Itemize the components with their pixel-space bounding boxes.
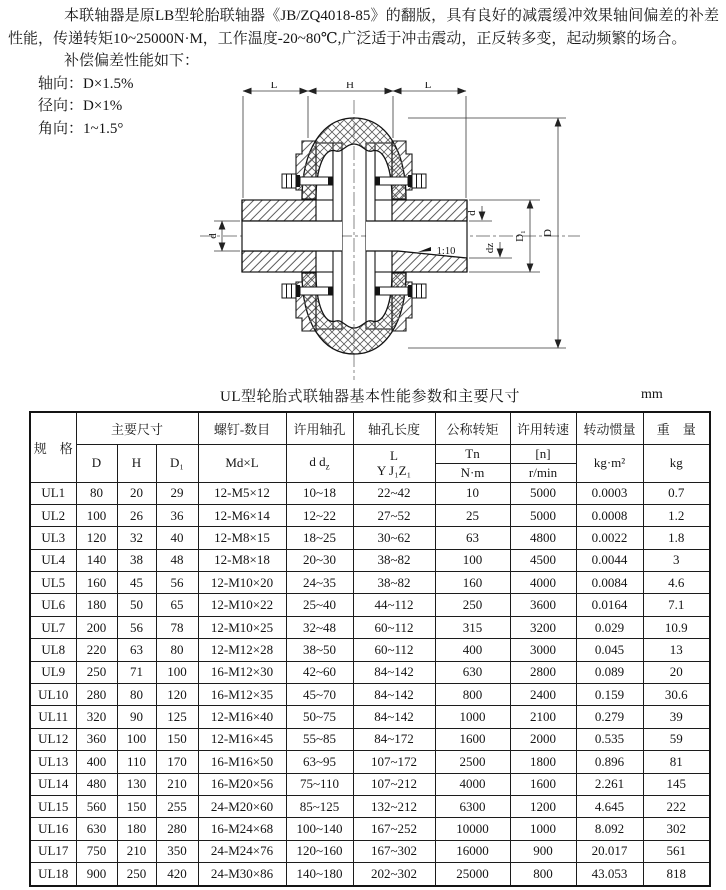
table-cell: 107~212 [353,773,435,795]
table-cell: 84~142 [353,684,435,706]
table-cell: 250 [76,661,117,683]
table-cell: 280 [76,684,117,706]
table-row [30,594,710,616]
table-cell: 18~25 [286,527,353,549]
dim-l-left: L [270,82,278,91]
table-cell: 1600 [435,728,510,750]
table-cell: UL15 [30,795,76,817]
table-cell: UL4 [30,549,76,571]
table-cell: 25 [435,504,510,526]
table-cell: 12-M16×40 [198,706,286,728]
table-cell: 480 [76,773,117,795]
table-cell: 1.8 [643,527,710,549]
table-cell: 320 [76,706,117,728]
table-cell: 4800 [510,527,576,549]
radial-spec: 径向：D×1% [38,98,123,115]
table-cell: 150 [156,728,198,750]
table-cell: 145 [643,773,710,795]
table-cell: 167~252 [353,818,435,840]
table-cell: 16-M20×56 [198,773,286,795]
dim-d-right: d [466,210,478,216]
table-cell: 32 [117,527,156,549]
table-cell: 84~142 [353,706,435,728]
table-cell: 1200 [510,795,576,817]
table-cell: 130 [117,773,156,795]
header-d: D [76,444,117,482]
table-cell: 160 [76,572,117,594]
table-cell: 560 [76,795,117,817]
table-cell: UL9 [30,661,76,683]
table-cell: 32~48 [286,616,353,638]
compensation-heading: 补偿偏差性能如下： [64,53,200,70]
table-cell: 202~302 [353,863,435,886]
table-cell: 10 [435,482,510,504]
table-cell: UL1 [30,482,76,504]
table-cell: 12-M6×14 [198,504,286,526]
table-row [30,840,710,862]
table-cell: 80 [156,639,198,661]
table-cell: 12-M8×18 [198,549,286,571]
table-cell: 78 [156,616,198,638]
table-cell: UL12 [30,728,76,750]
table-cell: 63 [435,527,510,549]
table-cell: UL13 [30,751,76,773]
table-cell: 0.0164 [576,594,643,616]
table-cell: 40 [156,527,198,549]
table-cell: 12~22 [286,504,353,526]
table-cell: 13 [643,639,710,661]
table-cell: 56 [156,572,198,594]
table-row [30,504,710,526]
table-cell: 100 [117,728,156,750]
table-row [30,751,710,773]
table-row [30,818,710,840]
table-row [30,616,710,638]
table-cell: 302 [643,818,710,840]
table-cell: 29 [156,482,198,504]
table-row [30,639,710,661]
table-cell: UL18 [30,863,76,886]
table-cell: 180 [117,818,156,840]
table-cell: 12-M10×25 [198,616,286,638]
table-row [30,728,710,750]
table-cell: 120 [76,527,117,549]
table-cell: 7.1 [643,594,710,616]
angular-spec: 角向：1~1.5° [38,120,124,137]
table-cell: 63~95 [286,751,353,773]
table-cell: 0.089 [576,661,643,683]
table-cell: 132~212 [353,795,435,817]
table-cell: UL10 [30,684,76,706]
parameter-table [29,411,711,887]
header-torque: 公称转矩 [435,412,510,444]
table-cell: 222 [643,795,710,817]
table-cell: UL8 [30,639,76,661]
table-row [30,773,710,795]
table-row [30,684,710,706]
dim-h: H [346,82,354,91]
table-cell: 26 [117,504,156,526]
table-cell: 10.9 [643,616,710,638]
table-cell: 20.017 [576,840,643,862]
table-row [30,527,710,549]
axial-spec: 轴向：D×1.5% [38,75,134,92]
table-cell: 56 [117,616,156,638]
table-cell: 1000 [435,706,510,728]
table-cell: 120~160 [286,840,353,862]
table-cell: 630 [76,818,117,840]
table-cell: 50 [117,594,156,616]
table-cell: 36 [156,504,198,526]
header-h: H [117,444,156,482]
table-cell: 22~42 [353,482,435,504]
table-cell: 39 [643,706,710,728]
table-cell: 100 [156,661,198,683]
table-cell: 107~172 [353,751,435,773]
table-cell: UL11 [30,706,76,728]
table-cell: 0.045 [576,639,643,661]
table-cell: 50~75 [286,706,353,728]
table-cell: 250 [117,863,156,886]
table-cell: 350 [156,840,198,862]
header-torque-sym: Tn [435,444,510,463]
table-cell: 63 [117,639,156,661]
table-cell: 42~60 [286,661,353,683]
header-bore: 许用轴孔 [286,412,353,444]
header-speed: 许用转速 [510,412,576,444]
table-cell: 4000 [510,572,576,594]
table-cell: 315 [435,616,510,638]
table-cell: 400 [76,751,117,773]
dim-dz: dz [484,242,496,254]
table-cell: 80 [117,684,156,706]
header-spec: 规 格 [30,412,76,482]
taper-label: 1:10 [436,246,456,257]
table-cell: 0.535 [576,728,643,750]
table-cell: 100 [435,549,510,571]
table-cell: 65 [156,594,198,616]
table-cell: 1800 [510,751,576,773]
table-cell: 2100 [510,706,576,728]
table-row [30,706,710,728]
table-cell: 3600 [510,594,576,616]
table-cell: 1000 [510,818,576,840]
table-cell: 0.0044 [576,549,643,571]
table-cell: 255 [156,795,198,817]
table-cell: 0.029 [576,616,643,638]
table-cell: 25000 [435,863,510,886]
table-cell: 750 [76,840,117,862]
table-cell: 55~85 [286,728,353,750]
header-d1: D₁ [156,444,198,482]
table-cell: 100 [76,504,117,526]
table-cell: 10~18 [286,482,353,504]
table-cell: 630 [435,661,510,683]
table-cell: 16000 [435,840,510,862]
table-cell: 20 [117,482,156,504]
table-cell: 20~30 [286,549,353,571]
table-cell: 0.896 [576,751,643,773]
table-cell: 800 [435,684,510,706]
table-cell: 10000 [435,818,510,840]
table-cell: 3 [643,549,710,571]
dim-d-left: d [207,233,219,239]
header-torque-unit: N·m [435,463,510,482]
dim-d1: D₁ [514,230,526,242]
table-cell: 16-M12×30 [198,661,286,683]
table-cell: 2000 [510,728,576,750]
table-cell: 2800 [510,661,576,683]
table-cell: 210 [117,840,156,862]
table-cell: 60~112 [353,616,435,638]
table-cell: 38~82 [353,572,435,594]
table-cell: 16-M24×68 [198,818,286,840]
table-cell: 0.279 [576,706,643,728]
table-cell: 220 [76,639,117,661]
table-cell: 140~180 [286,863,353,886]
table-cell: 280 [156,818,198,840]
table-cell: 6300 [435,795,510,817]
table-cell: 0.0003 [576,482,643,504]
table-cell: 420 [156,863,198,886]
table-row [30,549,710,571]
table-row [30,572,710,594]
table-cell: 125 [156,706,198,728]
table-cell: 38~50 [286,639,353,661]
table-cell: 3200 [510,616,576,638]
table-unit: mm [641,387,663,402]
table-cell: 180 [76,594,117,616]
table-cell: 24~35 [286,572,353,594]
table-row [30,482,710,504]
table-cell: 24-M24×76 [198,840,286,862]
table-cell: 43.053 [576,863,643,886]
table-cell: 360 [76,728,117,750]
table-cell: 3000 [510,639,576,661]
table-cell: 4.645 [576,795,643,817]
table-cell: 0.0008 [576,504,643,526]
table-cell: 150 [117,795,156,817]
table-cell: 48 [156,549,198,571]
header-bore-length: 轴孔长度 [353,412,435,444]
table-cell: UL7 [30,616,76,638]
table-cell: UL2 [30,504,76,526]
table-cell: 16-M16×50 [198,751,286,773]
table-cell: 4500 [510,549,576,571]
table-cell: 0.7 [643,482,710,504]
table-cell: 12-M8×15 [198,527,286,549]
header-speed-sym: [n] [510,444,576,463]
table-cell: 900 [510,840,576,862]
table-cell: UL3 [30,527,76,549]
table-cell: 800 [510,863,576,886]
table-cell: 45 [117,572,156,594]
table-cell: 71 [117,661,156,683]
header-screws-sym: Md×L [198,444,286,482]
table-cell: 100~140 [286,818,353,840]
table-cell: 4000 [435,773,510,795]
table-cell: UL14 [30,773,76,795]
header-weight-unit: kg [643,444,710,482]
header-bore-sym: d $d_z$ [286,444,353,482]
header-length-sym: L Y J₁Z₁ [353,444,435,482]
table-cell: 27~52 [353,504,435,526]
table-cell: 0.0084 [576,572,643,594]
table-cell: 24-M30×86 [198,863,286,886]
table-row [30,795,710,817]
table-cell: 0.0022 [576,527,643,549]
coupling-section-drawing [180,82,580,382]
table-cell: 8.092 [576,818,643,840]
header-inertia: 转动惯量 [576,412,643,444]
table-cell: 12-M12×28 [198,639,286,661]
table-cell: 90 [117,706,156,728]
table-cell: 561 [643,840,710,862]
table-cell: 5000 [510,504,576,526]
table-cell: 84~172 [353,728,435,750]
dim-l-right: L [424,82,432,91]
table-cell: UL17 [30,840,76,862]
table-cell: UL5 [30,572,76,594]
table-cell: 12-M5×12 [198,482,286,504]
table-cell: 160 [435,572,510,594]
table-cell: 12-M10×22 [198,594,286,616]
table-cell: 200 [76,616,117,638]
table-cell: 140 [76,549,117,571]
table-cell: 400 [435,639,510,661]
table-cell: 1600 [510,773,576,795]
table-cell: 2.261 [576,773,643,795]
table-cell: 24-M20×60 [198,795,286,817]
table-row [30,661,710,683]
table-cell: 818 [643,863,710,886]
table-body [30,482,710,886]
table-cell: 0.159 [576,684,643,706]
table-cell: 30~62 [353,527,435,549]
table-cell: 80 [76,482,117,504]
table-cell: 60~112 [353,639,435,661]
table-cell: 4.6 [643,572,710,594]
table-cell: 20 [643,661,710,683]
table-cell: 2400 [510,684,576,706]
table-cell: 59 [643,728,710,750]
table-cell: 5000 [510,482,576,504]
table-cell: 1.2 [643,504,710,526]
table-title: UL型轮胎式联轴器基本性能参数和主要尺寸 [220,389,520,405]
table-cell: 12-M16×45 [198,728,286,750]
header-speed-unit: r/min [510,463,576,482]
table-cell: 75~110 [286,773,353,795]
header-main-dims: 主要尺寸 [76,412,198,444]
table-cell: 120 [156,684,198,706]
table-cell: 38 [117,549,156,571]
table-cell: 38~82 [353,549,435,571]
table-cell: 16-M12×35 [198,684,286,706]
table-cell: 210 [156,773,198,795]
table-cell: UL16 [30,818,76,840]
intro-paragraph: 本联轴器是原LB型轮胎联轴器《JB/ZQ4018-85》的翻版，具有良好的减震缓冲效果轴间偏差的补差性能，传递转矩10~25000N·M，工作温度-20~80℃,广泛适于冲击震动，正反转多变，起动频繁的场合。 [8,8,719,47]
table-cell: 167~302 [353,840,435,862]
table-cell: 84~142 [353,661,435,683]
table-cell: 45~70 [286,684,353,706]
table-cell: 900 [76,863,117,886]
table-cell: 81 [643,751,710,773]
table-cell: 170 [156,751,198,773]
table-header [30,412,710,482]
table-cell: 110 [117,751,156,773]
table-cell: UL6 [30,594,76,616]
table-cell: 30.6 [643,684,710,706]
table-cell: 25~40 [286,594,353,616]
table-cell: 250 [435,594,510,616]
header-weight: 重 量 [643,412,710,444]
table-cell: 2500 [435,751,510,773]
header-inertia-unit: kg·m² [576,444,643,482]
table-cell: 12-M10×20 [198,572,286,594]
table-cell: 85~125 [286,795,353,817]
table-cell: 44~112 [353,594,435,616]
dim-d-outer: D [542,229,554,237]
table-row [30,863,710,886]
header-screws: 螺钉-数目 [198,412,286,444]
